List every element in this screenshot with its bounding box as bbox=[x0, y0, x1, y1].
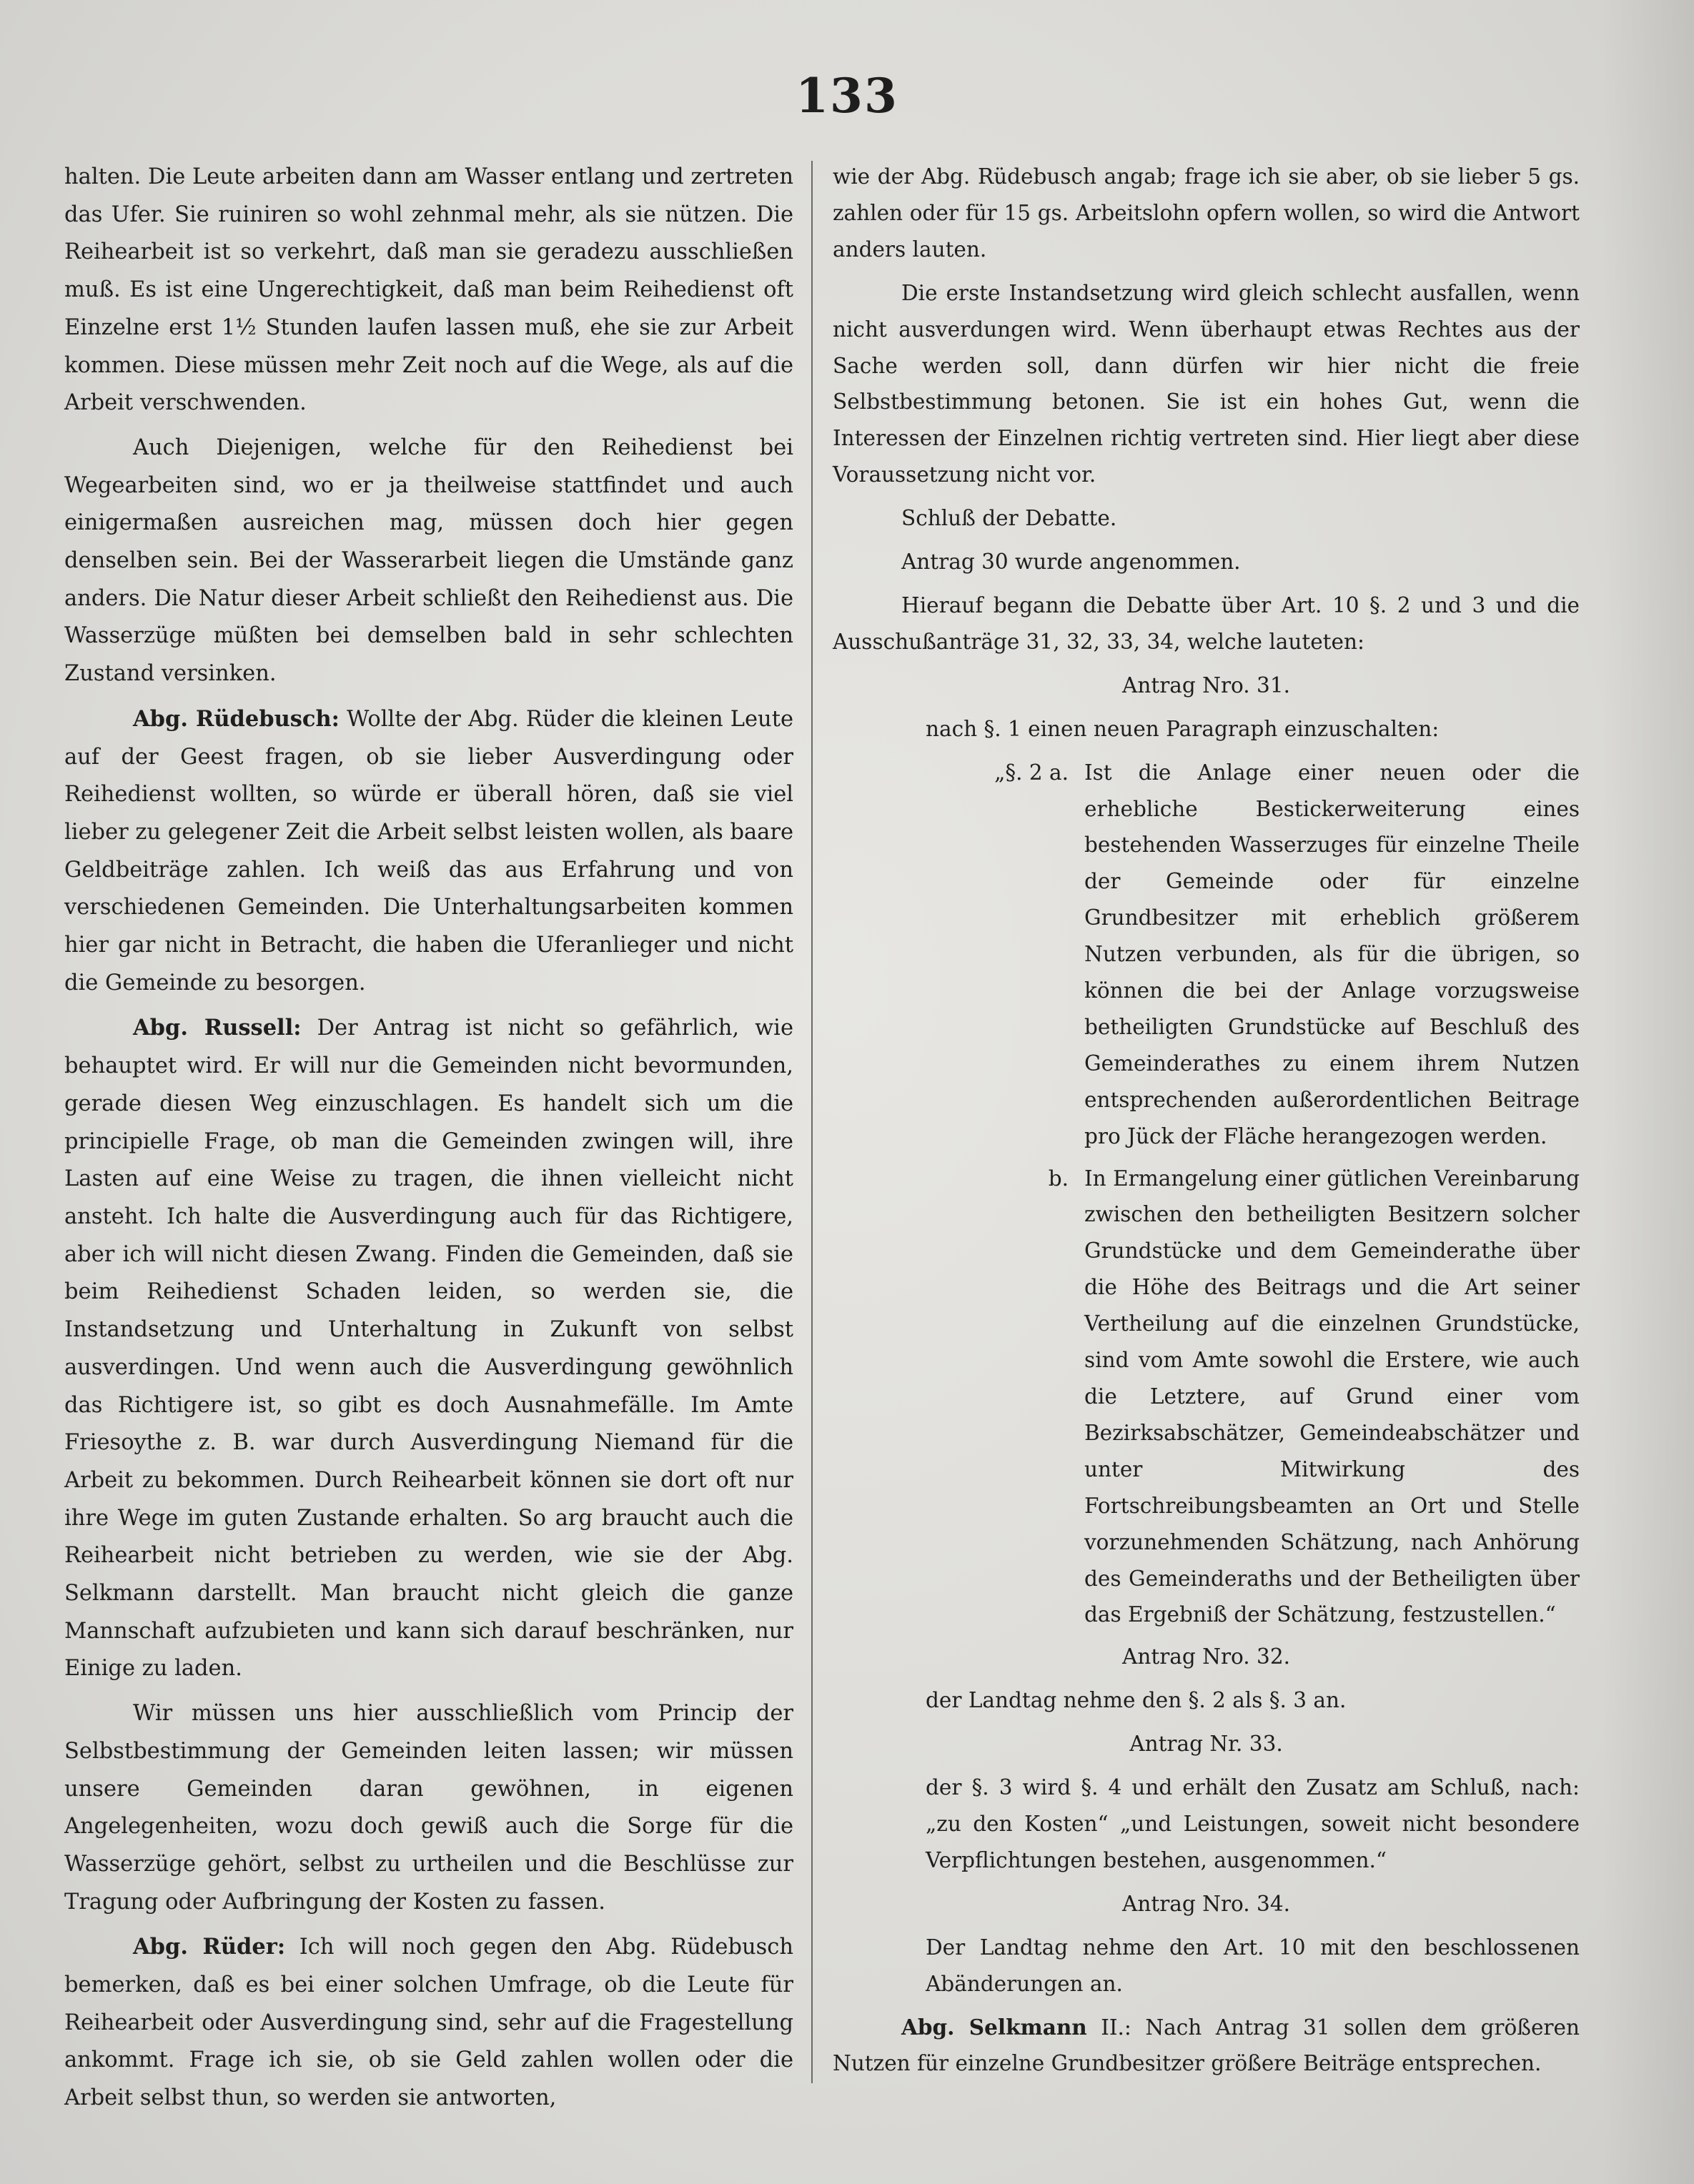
paragraph: Die erste Instandsetzung wird gleich schlecht ausfallen, wenn nicht ausverdungen wird. Wenn überhaupt etwas Rechtes aus der Sache werden soll, dann dürfen wir hier nicht die freie Selbstbestimmung betonen. Sie ist ein hohes Gut, wenn die Interessen der Einzelnen richtig vertreten sind. Hier liegt aber diese Voraussetzung nicht vor. bbox=[833, 280, 1580, 487]
speech-paragraph bbox=[64, 700, 793, 1003]
motion-text: der Landtag nehme den §. 2 als §. 3 an. bbox=[926, 1688, 1347, 1713]
left-column bbox=[64, 159, 793, 2125]
clause-text: In Ermangelung einer gütlichen Vereinbarung zwischen den betheiligten Besitzern solcher Grundstücke und dem Gemeinderathe über die Höhe des Beitrags und die Art seiner Vertheilung auf die einzelnen Grundstücke, sind vom Amte sowohl die Erstere, wie auch die Letztere, auf Grund einer vom Bezirksabschätzer, Gemeindeabschätzer und unter Mitwirkung des Fortschreibungsbeamten an Ort und Stelle vorzunehmenden Schätzung, nach Anhörung des Gemeinderaths und der Betheiligten über das Ergebniß der Schätzung, festzustellen.“ bbox=[1084, 1166, 1580, 1627]
speech-paragraph bbox=[64, 1928, 793, 2118]
speech-text: Wollte der Abg. Rüder die kleinen Leute auf der Geest fragen, ob sie lieber Ausverdingung oder Reihedienst wollten, so würde er überall hören, daß sie viel lieber zu gelegener Zeit die Arbeit selbst leisten wollen, als baare Geldbeiträge zahlen. Ich weiß das aus Erfahrung und von verschiedenen Gemeinden. Die Unterhaltungsarbeiten kommen hier gar nicht in Betracht, die haben die Uferanlieger und nicht die Gemeinde zu besorgen. bbox=[64, 706, 793, 996]
paragraph: wie der Abg. Rüdebusch angab; frage ich sie aber, ob sie lieber 5 gs. zahlen oder für 15 gs. Arbeitslohn opfern wollen, so wird die Antwort anders lauten. bbox=[833, 164, 1580, 262]
paragraph: Wir müssen uns hier ausschließlich vom Princip der Selbstbestimmung der Gemeinden leiten lassen; wir müssen unsere Gemeinden daran gewöhnen, in eigenen Angelegenheiten, wozu doch gewiß auch die Sorge für die Wasserzüge gehört, selbst zu urtheilen und die Beschlüsse zur Tragung oder Aufbringung der Kosten zu fassen. bbox=[64, 1701, 793, 1915]
motion-title: Antrag Nr. 33. bbox=[1129, 1732, 1283, 1757]
motion-title: Antrag Nro. 32. bbox=[1122, 1644, 1290, 1669]
paragraph: halten. Die Leute arbeiten dann am Wasser entlang und zertreten das Ufer. Sie ruiniren so wohl zehnmal mehr, als sie nützen. Die Reihearbeit ist so verkehrt, daß man sie geradezu ausschließen muß. Es ist eine Ungerechtigkeit, daß man beim Reihedienst oft Einzelne erst 1½ Stunden laufen lassen muß, ehe sie zur Arbeit kommen. Diese müssen mehr Zeit noch auf die Wege, als auf die Arbeit verschwenden. bbox=[64, 164, 793, 416]
motion-text: der §. 3 wird §. 4 und erhält den Zusatz am Schluß, nach: „zu den Kosten“ „und Leistungen, soweit nicht besondere Verpflichtungen bestehen, ausgenommen.“ bbox=[926, 1775, 1580, 1872]
page-number: 133 bbox=[796, 68, 898, 124]
motion-title: Antrag Nro. 31. bbox=[1122, 672, 1290, 698]
speaker-name: Abg. Rüdebusch: bbox=[133, 705, 340, 732]
speech-text: Der Antrag ist nicht so gefährlich, wie behauptet wird. Er will nur die Gemeinden nicht bevormunden, gerade diesen Weg einzuschlagen. Es handelt sich um die principielle Frage, ob man die Gemeinden zwingen will, ihre Lasten auf eine Weise zu tragen, die ihnen vielleicht nicht ansteht. Ich halte die Ausverdingung auch für das Richtigere, aber ich will nicht diesen Zwang. Finden die Gemeinden, daß sie beim Reihedienst Schaden leiden, so werden sie, die Instandsetzung und Unterhaltung in Zukunft von selbst ausverdingen. Und wenn auch die Ausverdingung gewöhnlich das Richtigere ist, so gibt es doch Ausnahmefälle. Im Amte Friesoythe z. B. war durch Ausverdingung Niemand für die Arbeit zu bekommen. Durch Reihearbeit können sie dort oft nur ihre Wege im guten Zustande erhalten. So arg braucht auch die Reihearbeit nicht betrieben zu werden, wie sie der Abg. Selkmann darstellt. Man braucht nicht gleich die ganze Mannschaft aufzubieten und kann sich darauf beschränken, nur Einige zu laden. bbox=[64, 1016, 793, 1682]
motion-intro: nach §. 1 einen neuen Paragraph einzuschalten: bbox=[926, 716, 1440, 741]
speech-text: Nach Antrag 31 sollen dem größeren Nutzen für einzelne Grundbesitzer größere Beiträge entsprechen. bbox=[833, 2015, 1580, 2076]
paragraph: Auch Diejenigen, welche für den Reihedienst bei Wegearbeiten sind, wo er ja theilweise stattfindet und auch einigermaßen ausreichen mag, müssen doch hier gegen denselben sein. Bei der Wasserarbeit liegen die Umstände ganz anders. Die Natur dieser Arbeit schließt den Reihedienst aus. Die Wasserzüge müßten bei demselben bald in sehr schlechten Zustand versinken. bbox=[64, 435, 793, 687]
speech-paragraph bbox=[833, 2010, 1580, 2083]
clause-number: „§. 2 a. bbox=[994, 760, 1069, 785]
clause-number: b. bbox=[1048, 1166, 1069, 1191]
clause-text: Ist die Anlage einer neuen oder die erhebliche Bestickerweiterung eines bestehenden Wasserzuges für einzelne Theile der Gemeinde oder für einzelne Grundbesitzer mit erheblich größerem Nutzen verbunden, als für die übrigen, so können die bei der Anlage vorzugsweise betheiligten Grundstücke auf Beschluß des Gemeinderathes zu einem ihrem Nutzen entsprechenden außerordentlichen Beitrage pro Jück der Fläche herangezogen werden. bbox=[1084, 760, 1580, 1148]
right-column bbox=[833, 159, 1580, 2089]
paragraph: Antrag 30 wurde angenommen. bbox=[901, 550, 1241, 575]
paragraph: Hierauf begann die Debatte über Art. 10 §. 2 und 3 und die Ausschußanträge 31, 32, 33, 34, welche lauteten: bbox=[833, 592, 1580, 654]
speaker-name: Abg. Selkmann bbox=[901, 2014, 1087, 2040]
speaker-name: Abg. Russell: bbox=[133, 1015, 302, 1041]
motion-clause bbox=[833, 1161, 1580, 1634]
paragraph: Schluß der Debatte. bbox=[901, 506, 1117, 531]
speech-paragraph bbox=[64, 1009, 793, 1688]
speech-text: Ich will noch gegen den Abg. Rüdebusch bemerken, daß es bei einer solchen Umfrage, ob die Leute für Reihearbeit oder Ausverdingung sind, sehr auf die Fragestellung ankommt. Frage ich sie, ob sie Geld zahlen wollen oder die Arbeit selbst thun, so werden sie antworten, bbox=[64, 1935, 793, 2111]
motion-clause bbox=[833, 755, 1580, 1155]
page-edge-shadow bbox=[1601, 0, 1694, 2184]
speaker-suffix: II.: bbox=[1101, 2015, 1131, 2040]
motion-text: Der Landtag nehme den Art. 10 mit den beschlossenen Abänderungen an. bbox=[926, 1935, 1580, 1996]
column-divider bbox=[811, 161, 813, 2083]
motion-title: Antrag Nro. 34. bbox=[1122, 1891, 1290, 1916]
speaker-name: Abg. Rüder: bbox=[133, 1934, 286, 1960]
